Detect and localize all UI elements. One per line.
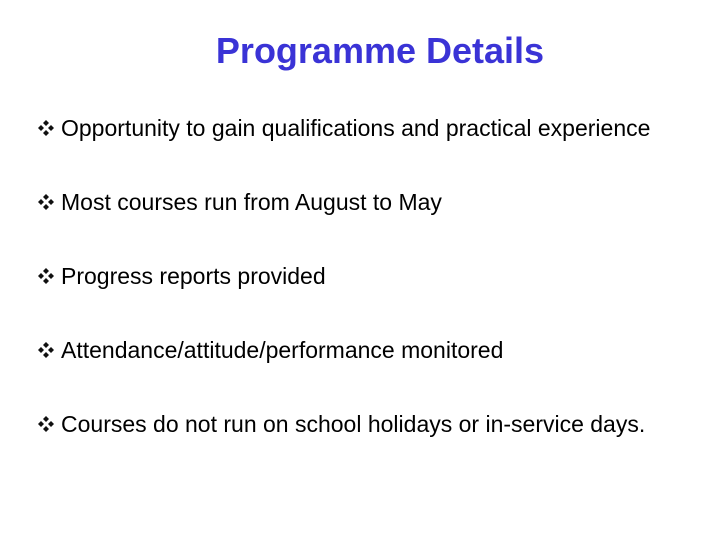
- bullet-item: [36, 113, 676, 143]
- slide-title: Programme Details: [215, 30, 545, 71]
- diamond-bullet-icon: [36, 188, 56, 216]
- bullet-text: Attendance/attitude/performance monitored: [61, 337, 504, 363]
- bullet-text: Most courses run from August to May: [61, 189, 442, 215]
- bullet-item: [36, 335, 676, 365]
- bullet-item: [36, 261, 676, 291]
- diamond-bullet-icon: [36, 410, 56, 438]
- diamond-bullet-icon: [36, 336, 56, 364]
- bullet-item: [36, 187, 676, 217]
- bullet-list: [36, 113, 676, 439]
- bullet-text: Opportunity to gain qualifications and practical experience: [61, 115, 651, 141]
- bullet-text: Courses do not run on school holidays or in-service days.: [61, 411, 646, 437]
- bullet-item: [36, 409, 676, 439]
- diamond-bullet-icon: [36, 114, 56, 142]
- diamond-bullet-icon: [36, 262, 56, 290]
- bullet-text: Progress reports provided: [61, 263, 326, 289]
